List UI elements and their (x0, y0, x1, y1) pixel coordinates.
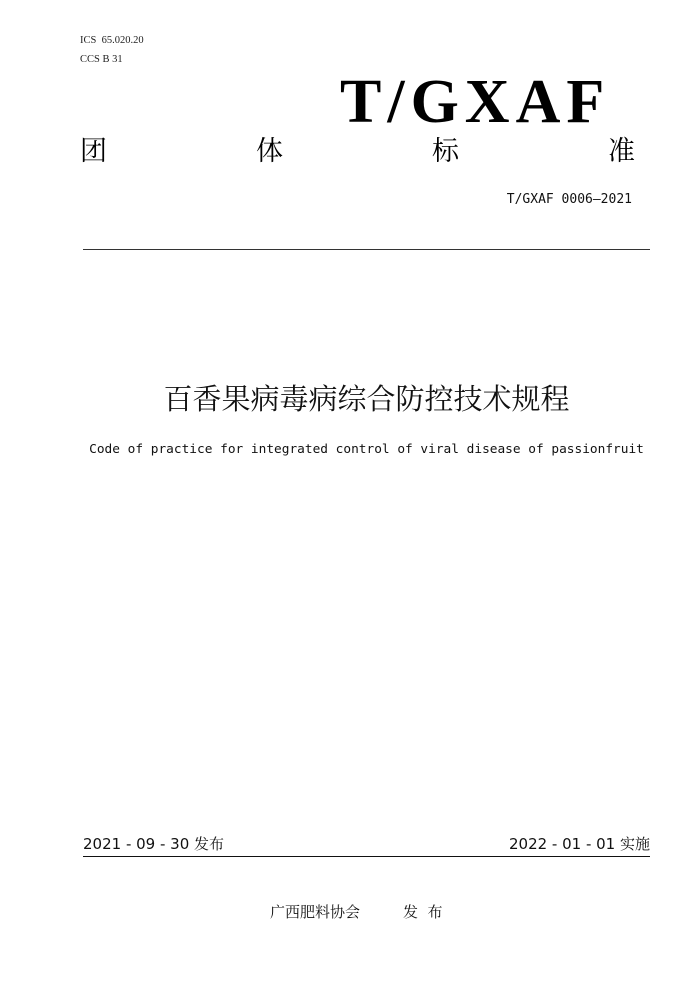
document-title-english: Code of practice for integrated control of viral disease of passionfruit (89, 442, 644, 457)
standard-type-heading (80, 138, 635, 165)
standard-type-char: 体 (256, 136, 283, 167)
publisher-name: 广西肥料协会 (270, 903, 361, 921)
bottom-divider (83, 856, 650, 857)
publisher-action: 发 布 (403, 903, 443, 921)
standard-number: T/GXAF 0006—2021 (506, 192, 632, 207)
standard-type-char: 团 (80, 136, 107, 167)
publish-date: 2021 - 09 - 30 发布 (83, 835, 225, 853)
ics-code: ICS 65.020.20 (80, 35, 144, 46)
standard-type-char: 标 (432, 136, 459, 167)
top-divider (83, 249, 650, 250)
ccs-code: CCS B 31 (80, 54, 123, 65)
standard-type-char: 准 (608, 136, 635, 167)
implementation-date: 2022 - 01 - 01 实施 (508, 835, 650, 853)
document-title-chinese: 百香果病毒病综合防控技术规程 (163, 382, 570, 416)
standard-logo: T/GXAF (340, 68, 611, 136)
